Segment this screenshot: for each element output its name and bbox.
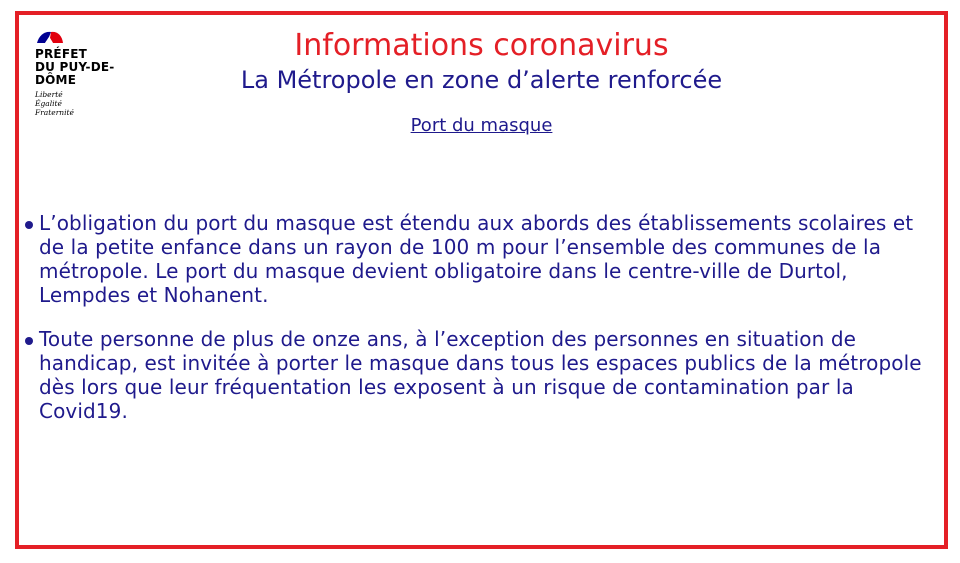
motto-fraternite: Fraternité — [35, 108, 74, 117]
bullet-icon — [25, 337, 33, 345]
motto-liberte: Liberté — [35, 90, 63, 99]
bullet-list — [25, 211, 935, 443]
bullet-text: Toute personne de plus de onze ans, à l’exception des personnes en situation de handicap, est invitée à porter le masque dans tous les espaces publics de la métropole dès lors que leur fréquentation les exposent à un risque de contamination par la Covid19. — [39, 327, 922, 423]
section-heading: Port du masque — [410, 115, 553, 136]
list-item — [25, 211, 935, 307]
motto-egalite: Égalité — [35, 99, 62, 108]
logo-text-line: DU PUY-DE- — [35, 60, 115, 74]
list-item — [25, 327, 935, 423]
logo-text-line: DÔME — [35, 73, 77, 87]
bullet-icon — [25, 221, 33, 229]
page-title: Informations coronavirus — [294, 28, 669, 63]
page-subtitle: La Métropole en zone d’alerte renforcée — [240, 66, 723, 94]
logo-text-line: PRÉFET — [35, 47, 88, 61]
bullet-text: L’obligation du port du masque est étendu aux abords des établissements scolaires et de la petite enfance dans un rayon de 100 m pour l’ensemble des communes de la métropole. Le port du masque devient obligatoire dans le centre-ville de Durtol, Lempdes et Nohanent. — [39, 211, 914, 307]
republic-motto — [35, 90, 145, 117]
red-border-frame — [15, 11, 948, 549]
